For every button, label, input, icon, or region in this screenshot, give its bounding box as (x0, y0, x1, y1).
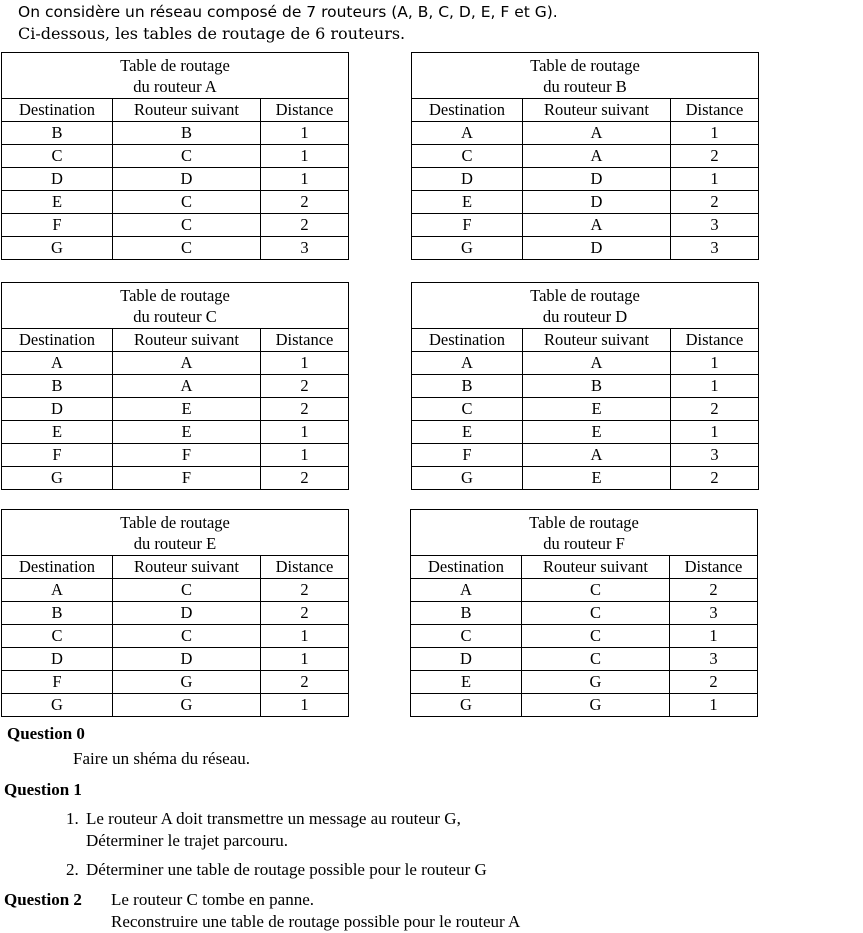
table-row: E E 1 (2, 421, 349, 444)
table-row: E E 1 (412, 421, 759, 444)
question-0-label: Question 0 (7, 724, 85, 743)
table-title: Table de routage du routeur E (2, 510, 349, 556)
table-title: Table de routage du routeur F (411, 510, 758, 556)
question-2-text: Le routeur C tombe en panne. Reconstruire une table de routage possible pour le routeur A (111, 890, 521, 931)
table-row: E C 2 (2, 191, 349, 214)
table-row: B C 3 (411, 602, 758, 625)
table-header-row: Destination Routeur suivant Distance (2, 556, 349, 579)
question-1-label: Question 1 (4, 780, 82, 799)
question-1-item-1: 1. Le routeur A doit transmettre un message au routeur G, Déterminer le trajet parcouru. (66, 809, 461, 850)
question-0-text: Faire un shéma du réseau. (73, 749, 251, 768)
table-row: F F 1 (2, 444, 349, 467)
table-row: G E 2 (412, 467, 759, 490)
table-row: G G 1 (411, 694, 758, 717)
table-header-row: Destination Routeur suivant Distance (2, 329, 349, 352)
table-title: Table de routage du routeur B (412, 53, 759, 99)
table-row: D C 3 (411, 648, 758, 671)
table-row: A C 2 (2, 579, 349, 602)
table-row: G D 3 (412, 237, 759, 260)
routing-table-c (1, 282, 349, 490)
table-row: A A 1 (2, 352, 349, 375)
intro-text (18, 1, 558, 45)
routing-table-f (410, 509, 758, 717)
table-row: D E 2 (2, 398, 349, 421)
table-header-row: Destination Routeur suivant Distance (412, 329, 759, 352)
table-row: C C 1 (411, 625, 758, 648)
table-row: F A 3 (412, 214, 759, 237)
table-row: B B 1 (412, 375, 759, 398)
intro-line-2: Ci-dessous, les tables de routage de 6 routeurs. (18, 24, 406, 43)
table-row: B D 2 (2, 602, 349, 625)
table-title: Table de routage du routeur C (2, 283, 349, 329)
table-header-row: Destination Routeur suivant Distance (411, 556, 758, 579)
table-row: D D 1 (412, 168, 759, 191)
question-2-label: Question 2 (4, 890, 82, 909)
question-1-item-2: 2. Déterminer une table de routage possible pour le routeur G (66, 860, 487, 879)
table-row: E D 2 (412, 191, 759, 214)
table-title: Table de routage du routeur A (2, 53, 349, 99)
table-row: E G 2 (411, 671, 758, 694)
table-header-row: Destination Routeur suivant Distance (412, 99, 759, 122)
table-row: F G 2 (2, 671, 349, 694)
table-row: B B 1 (2, 122, 349, 145)
routing-table-b (411, 52, 759, 260)
table-row: B A 2 (2, 375, 349, 398)
table-title: Table de routage du routeur D (412, 283, 759, 329)
table-row: A C 2 (411, 579, 758, 602)
table-row: G C 3 (2, 237, 349, 260)
table-row: D D 1 (2, 168, 349, 191)
routing-table-e (1, 509, 349, 717)
table-row: F C 2 (2, 214, 349, 237)
table-header-row: Destination Routeur suivant Distance (2, 99, 349, 122)
routing-table-a (1, 52, 349, 260)
table-row: C C 1 (2, 145, 349, 168)
table-row: C E 2 (412, 398, 759, 421)
table-row: C A 2 (412, 145, 759, 168)
table-row: F A 3 (412, 444, 759, 467)
table-row: A A 1 (412, 352, 759, 375)
table-row: A A 1 (412, 122, 759, 145)
intro-line-1: On considère un réseau composé de 7 routeurs (A, B, C, D, E, F et G). (18, 3, 558, 21)
table-row: G F 2 (2, 467, 349, 490)
table-row: D D 1 (2, 648, 349, 671)
table-row: C C 1 (2, 625, 349, 648)
routing-table-d (411, 282, 759, 490)
table-row: G G 1 (2, 694, 349, 717)
